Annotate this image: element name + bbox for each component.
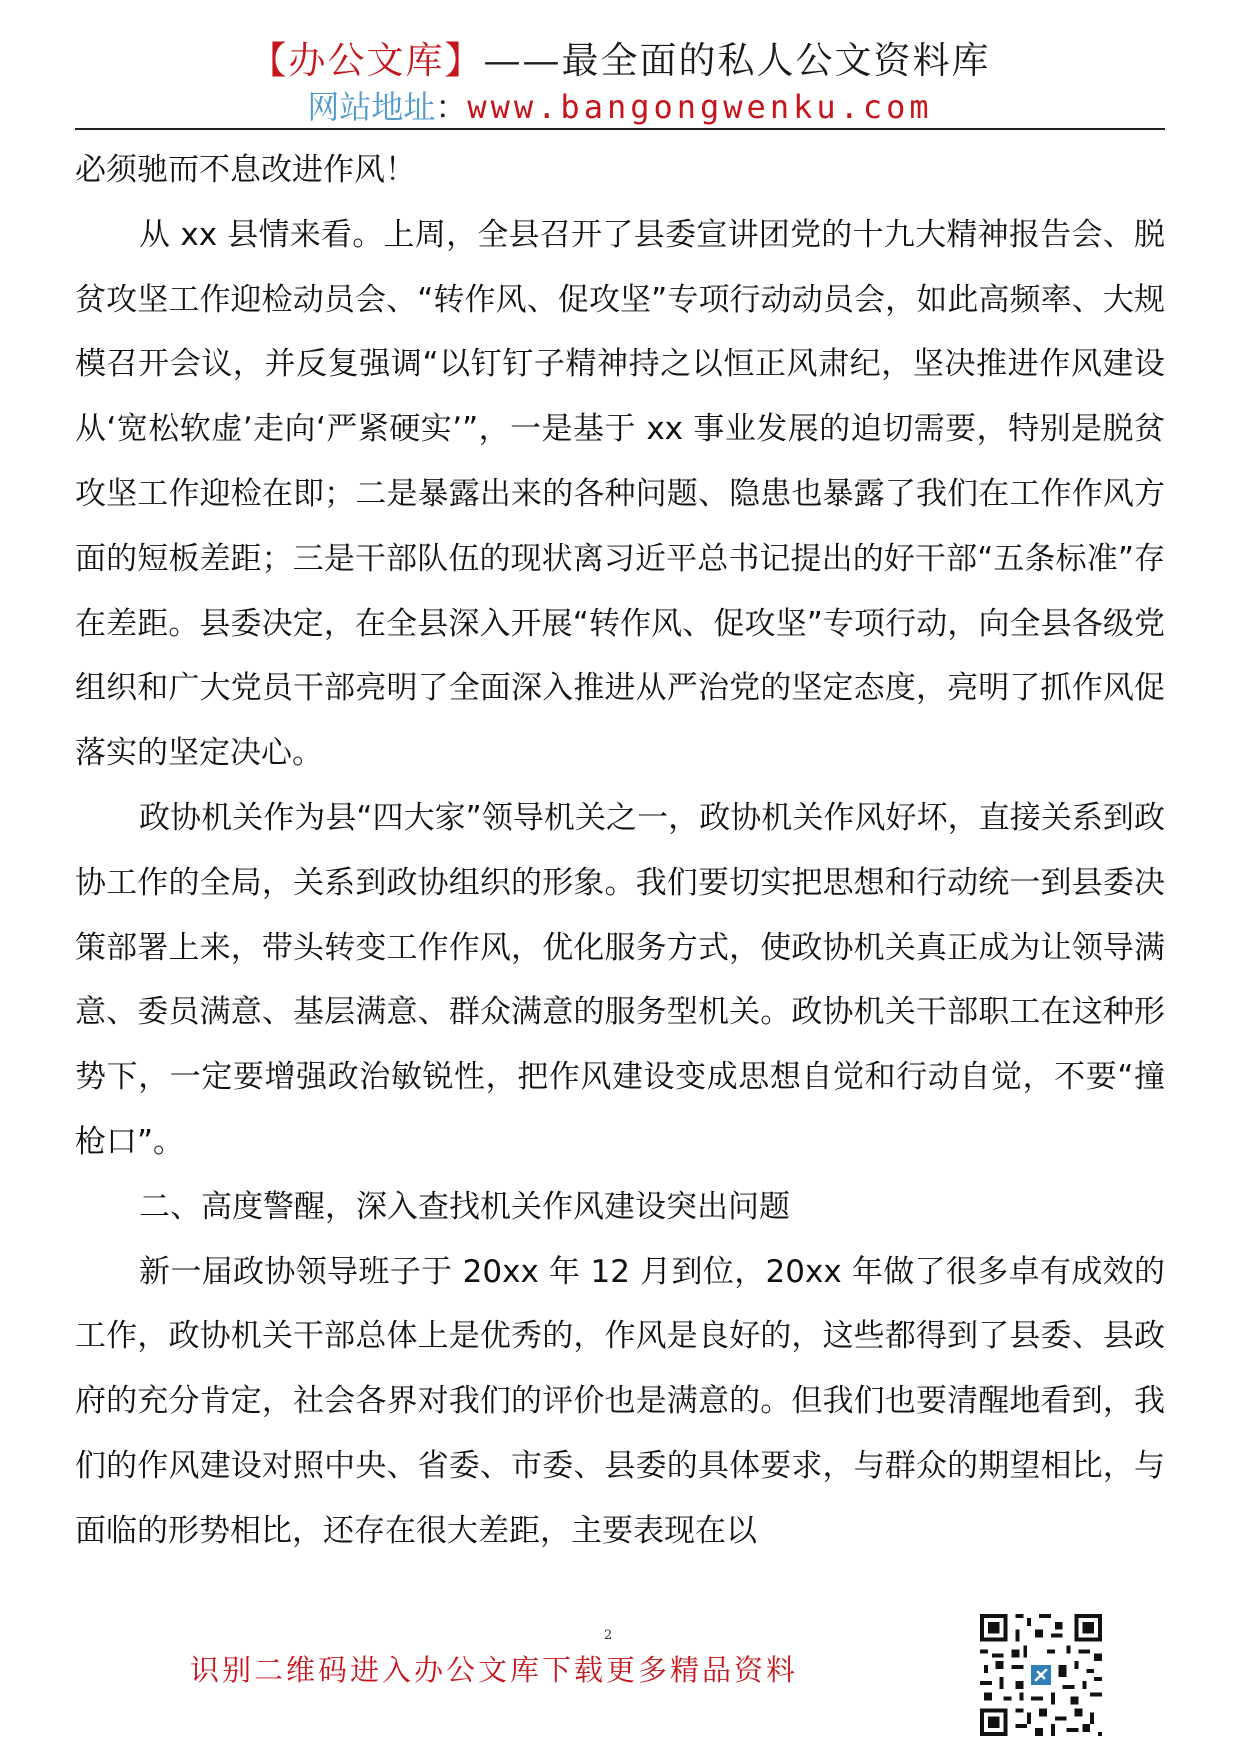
paragraph: 从 xx 县情来看。上周，全县召开了县委宣讲团党的十九大精神报告会、脱贫攻坚工作迎检动员会、“转作风、促攻坚”专项行动动员会，如此高频率、大规模召开会议，并反复强调“以钉钉子精神持之以恒正风肃纪，坚决推进作风建设从‘宽松软虚’走向‘严紧硬实’”，一是基于 xx 事业发展的迫切需要，特别是脱贫攻坚工作迎检在即；二是暴露出来的各种问题、隐患也暴露了我们在工作作风方面的短板差距；三是干部队伍的现状离习近平总书记提出的好干部“五条标准”存在差距。县委决定，在全县深入开展“转作风、促攻坚”专项行动，向全县各级党组织和广大党员干部亮明了全面深入推进从严治党的坚定态度，亮明了抓作风促落实的坚定决心。 [75, 216, 1165, 772]
header-tagline: ——最全面的私人公文资料库 [483, 39, 991, 82]
website-label: 网站地址 [307, 88, 436, 126]
paragraph: 政协机关作为县“四大家”领导机关之一，政协机关作风好坏，直接关系到政协工作的全局，关系到政协组织的形象。我们要切实把思想和行动统一到县委决策部署上来，带头转变工作作风，优化服务方式，使政协机关真正成为让领导满意、委员满意、基层满意、群众满意的服务型机关。政协机关干部职工在这种形势下，一定要增强政治敏锐性，把作风建设变成思想自觉和行动自觉，不要“撞枪口”。 [75, 799, 1165, 1160]
section-heading: 二、高度警醒，深入查找机关作风建设突出问题 [139, 1188, 790, 1225]
header-title [0, 30, 1240, 84]
document-body [75, 138, 1165, 1564]
page-number: 2 [604, 1628, 613, 1643]
header-divider [75, 128, 1165, 130]
qr-code-icon[interactable] [975, 1610, 1107, 1740]
footer-note: 识别二维码进入办公文库下载更多精品资料 [190, 1653, 799, 1687]
paragraph: 新一届政协领导班子于 20xx 年 12 月到位，20xx 年做了很多卓有成效的工作，政协机关干部总体上是优秀的，作风是良好的，这些都得到了县委、县政府的充分肯定，社会各界对我们的评价也是满意的。但我们也要清醒地看到，我们的作风建设对照中央、省委、市委、县委的具体要求，与群众的期望相比，与面临的形势相比，还存在很大差距，主要表现在以 [75, 1253, 1165, 1549]
header-bracket-open: 【 [249, 39, 289, 82]
website-url[interactable]: www.bangongwenku.com [467, 88, 933, 126]
header-brand: 办公文库 [288, 39, 445, 82]
header-website [0, 82, 1240, 128]
header-bracket-close: 】 [444, 39, 484, 82]
paragraph: 必须驰而不息改进作风！ [75, 152, 416, 188]
website-colon: ： [435, 88, 468, 126]
